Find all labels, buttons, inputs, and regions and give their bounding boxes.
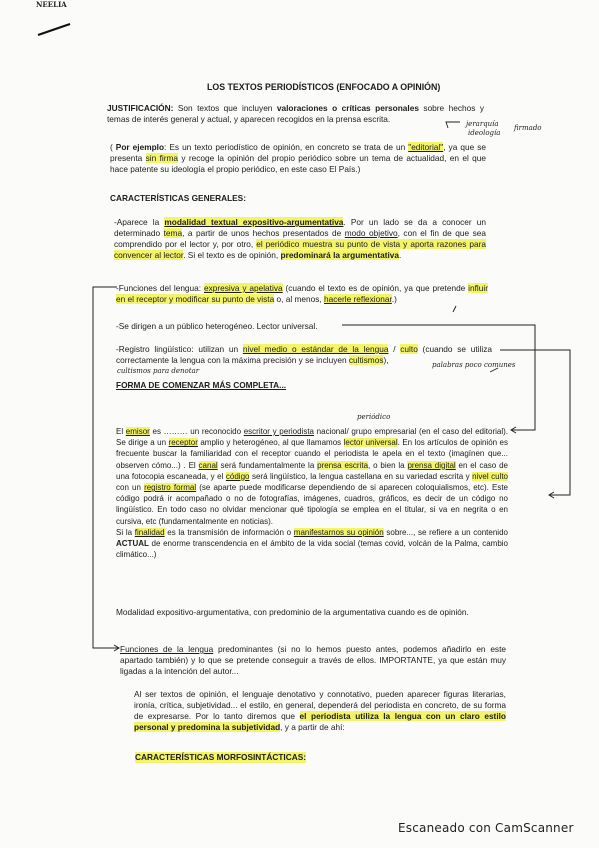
paragraph-funciones: -Funciones del lengua: expresiva y apelativa (cuando el texto es de opinión, ya que pretende influir en el receptor y modificar su punto de vista o, al menos, hacerle reflexionar.) (116, 283, 488, 304)
paragraph-modalidad-2: Modalidad expositivo-argumentativa, con predominio de la argumentativa cuando es de opinión. (116, 607, 469, 617)
heading-caracteristicas-generales: CARACTERÍSTICAS GENERALES: (110, 193, 246, 203)
left-bracket-arrow (93, 287, 118, 648)
term-editorial: "editorial" (408, 142, 444, 152)
handwritten-periodico: periódico (357, 413, 391, 421)
paragraph-funciones-2: Funciones de la lengua predominantes (si no lo hemos puesto antes, podemos añadirlo en este apartado también) y lo que se pretende conseguir a través de ellos. IMPORTANTE, ya que están muy ligadas a la intención del autor... (120, 644, 506, 676)
highlight-sin-firma: sin firma (145, 153, 179, 163)
justificacion-label: JUSTIFICACIÓN: (107, 103, 174, 113)
page-title: LOS TEXTOS PERIODÍSTICOS (ENFOCADO A OPINIÓN) (207, 82, 441, 92)
handwritten-jerarquia: jerarquía (466, 120, 499, 128)
paragraph-modalidad: -Aparece la modalidad textual expositivo-argumentativa. Por un lado se da a conocer un determinado tema, a partir de unos hechos presentados de modo objetivo, con el fin de que sea comprendido por el lector y, por otro, el periódico muestra su punto de vista y aporta razones para convencer al lector. Si el texto es de opinión, predominará la argumentativa. (114, 217, 486, 260)
heading-morfosintacticas: CARACTERÍSTICAS MORFOSINTÁCTICAS: (135, 752, 307, 762)
heading-forma-comenzar: FORMA DE COMENZAR MÁS COMPLETA... (116, 380, 287, 390)
handwritten-palabras: palabras poco comunes (432, 361, 516, 369)
corner-note: NEELIA (36, 0, 67, 9)
pen-stroke (38, 24, 70, 35)
handwritten-ideologia: ideología (468, 129, 501, 137)
camscanner-watermark: Escaneado con CamScanner (398, 821, 574, 835)
handwritten-firma: firmado (514, 124, 542, 132)
handwritten-sinonimos: cultismos para denotar (117, 367, 200, 375)
highlight-valoraciones: valoraciones o críticas personales (276, 103, 419, 113)
justificacion-paragraph: JUSTIFICACIÓN: Son textos que incluyen valoraciones o críticas personales sobre hechos y temas de interés general y actual, y aparecen recogidos en la prensa escrita. (107, 103, 484, 124)
ejemplo-paragraph: ( Por ejemplo: Es un texto periodístico de opinión, en concreto se trata de un "editorial", ya que se presenta sin firma y recoge la opinión del propio periódico sobre un tema de actualidad, en el que hace patente su ideología el propio periódico, en este caso El País.) (110, 142, 487, 174)
paragraph-publico: -Se dirigen a un público heterogéneo. Lector universal. (116, 321, 318, 331)
paragraph-registro: -Registro lingüístico: utilizan un nivel medio o estándar de la lengua / culto (cuando se utiliza correctamente la lengua con la máxima precisión y se incluyen cultismos), (116, 344, 492, 365)
paragraph-emisor: El emisor es ……… un reconocido escritor y periodista nacional/ grupo empresarial (en el caso del editorial). Se dirige a un receptor amplio y heterogéneo, al que llamamos lector universal. En los artículos de opinión es frecuente buscar la familiaridad con el receptor cuando el periodista le apela en el texto (imagínen que... observen cómo...) . El canal será fundamentalmente la prensa escrita, o bien la prensa digital en el caso de una fotocopia escaneada, y el código será lingüístico, la lengua castellana en su variedad escrita y nivel culto con un registro formal (se aparte puede modificarse dependiendo de si aparecen coloquialismos, etc). Este código podrá ir acompañado o no de fotografías, imágenes, cuadros, gráficos, es decir de un código no lingüístico. En todo caso no olvidar mencionar qué tipología se emplea en el titular, si va en negrita o en cursiva, etc (fundamentalmente en noticias). Si la finalidad es la transmisión de información o manifestarnos su opinión sobre..., se refiere a un contenido ACTUAL de enorme transcendencia en el ámbito de la vida social (temas covid, volcán de la Palma, cambio climático...) (116, 427, 509, 560)
paragraph-opinion: Al ser textos de opinión, el lenguaje denotativo y connotativo, pueden aparecer figuras literarias, ironía, crítica, subjetividad... el estilo, en general, dependerá del periodista en concreto, de su forma de expresarse. Por lo tanto diremos que el periodista utiliza la lengua con un claro estilo personal y predomina la subjetividad, y a partir de ahí: (134, 689, 506, 732)
